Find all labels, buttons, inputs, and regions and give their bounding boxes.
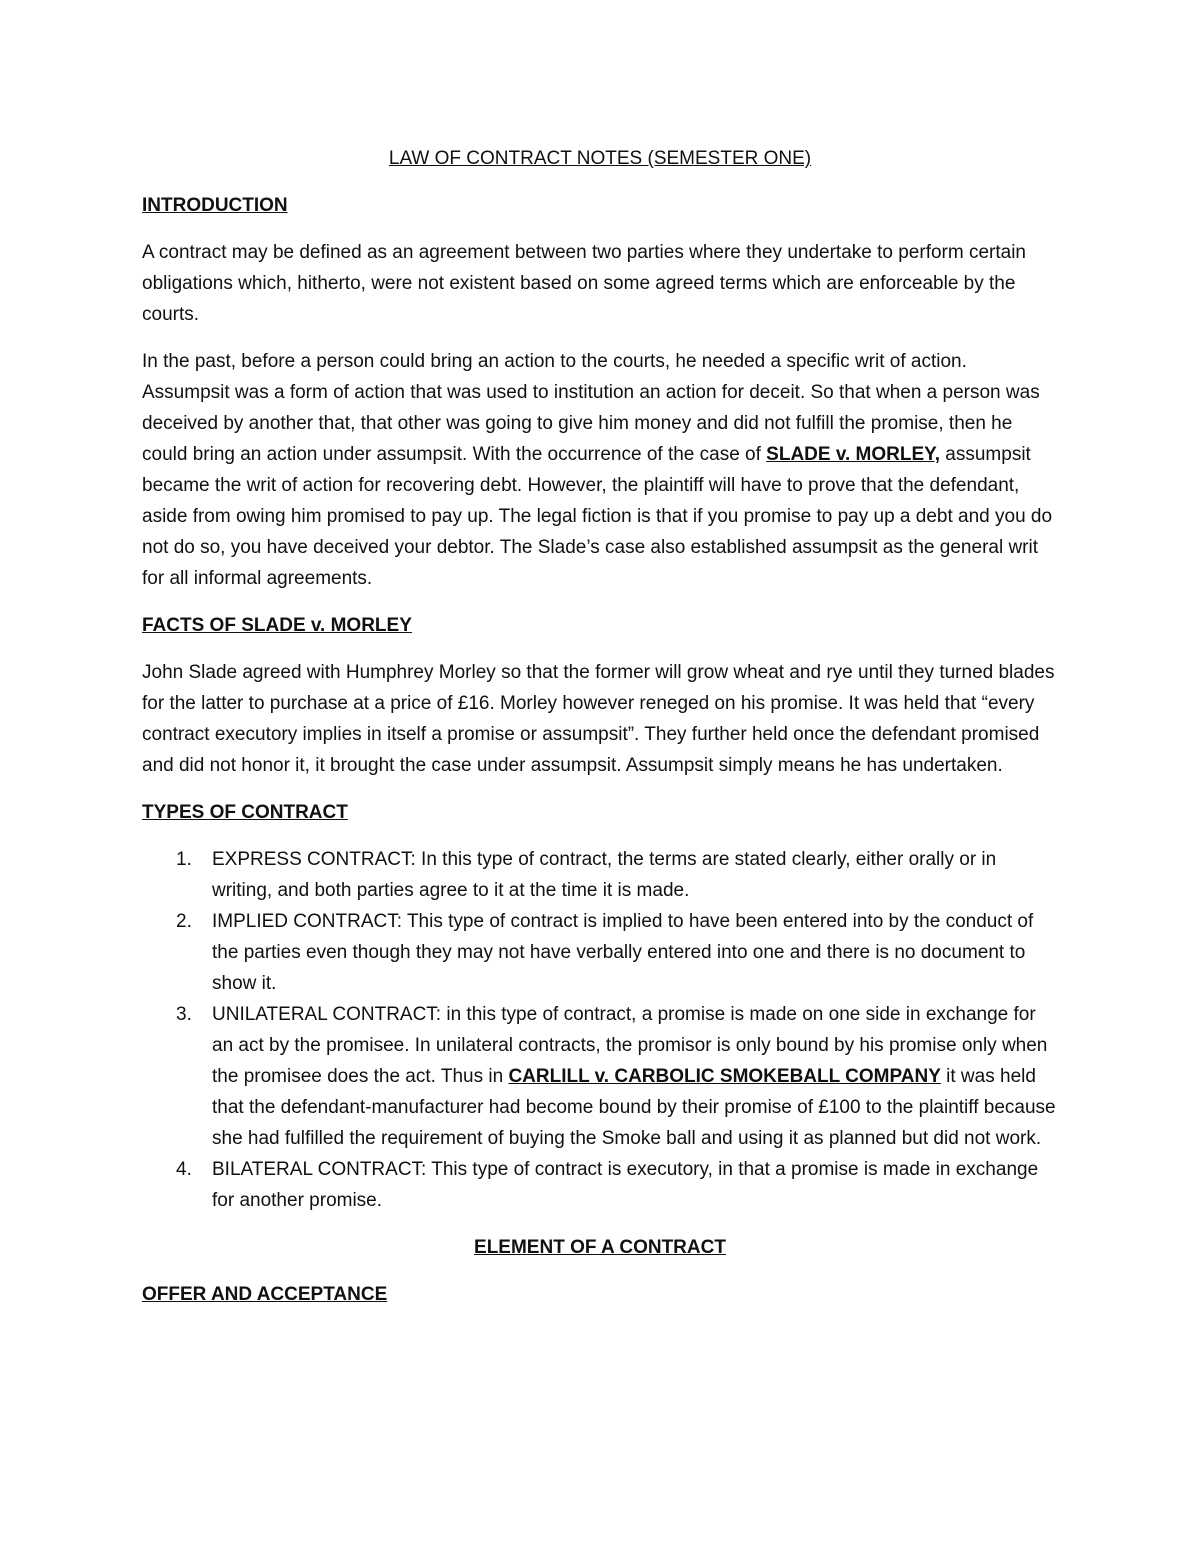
history-text-part1: In the past, before a person could bring an action to the courts, he needed a specific writ of action. Assumpsit was a form of action that was used to institution an action for deceit. So that when a person was deceived by another that, that other was going to give him money and did not fulfill the promise, then he could bring an action under assumpsit. With the occurrence of the case of <box>142 351 1040 465</box>
list-item-text-part1: UNILATERAL CONTRACT: in this type of contract, a promise is made on one side in exchange for an act by the promisee. In unilateral contracts, the promisor is only bound by his promise only when the promisee does the act. Thus in <box>212 1004 1048 1087</box>
list-item-text: EXPRESS CONTRACT: In this type of contract, the terms are stated clearly, either orally or in writing, and both parties agree to it at the time it is made. <box>212 849 997 901</box>
case-name-slade-v-morley: SLADE v. MORLEY, <box>766 444 941 465</box>
section-heading-types: TYPES OF CONTRACT <box>142 802 348 823</box>
case-name-carlill-v-carbolic: CARLILL v. CARBOLIC SMOKEBALL COMPANY <box>508 1066 941 1087</box>
list-number: 2. <box>176 911 192 932</box>
list-item-text: IMPLIED CONTRACT: This type of contract is implied to have been entered into by the conduct of the parties even though they may not have verbally entered into one and there is no document to show it. <box>212 911 1034 994</box>
section-heading-offer: OFFER AND ACCEPTANCE <box>142 1284 388 1305</box>
history-text-part2: assumpsit became the writ of action for recovering debt. However, the plaintiff will have to prove that the defendant, aside from owing him promised to pay up. The legal fiction is that if you promise to pay up a debt and you do not do so, you have deceived your debtor. The Slade’s case also established assumpsit as the general writ for all informal agreements. <box>142 444 1053 589</box>
facts-paragraph: John Slade agreed with Humphrey Morley so that the former will grow wheat and rye until they turned blades for the latter to purchase at a price of £16. Morley however reneged on his promise. It was held that “every contract executory implies in itself a promise or assumpsit”. They further held once the defendant promised and did not honor it, it brought the case under assumpsit. Assumpsit simply means he has undertaken. <box>142 662 1055 776</box>
intro-paragraph: A contract may be defined as an agreement between two parties where they undertake to perform certain obligations which, hitherto, were not existent based on some agreed terms which are enforceable by the courts. <box>142 242 1027 325</box>
list-item <box>176 999 1058 1154</box>
list-number: 3. <box>176 1004 192 1025</box>
history-paragraph <box>142 346 1058 594</box>
list-number: 4. <box>176 1159 192 1180</box>
types-list <box>142 844 1058 1216</box>
list-number: 1. <box>176 849 192 870</box>
document-title: LAW OF CONTRACT NOTES (SEMESTER ONE) <box>388 148 812 169</box>
document-page <box>142 143 1058 1326</box>
section-heading-facts: FACTS OF SLADE v. MORLEY <box>142 615 412 636</box>
list-item-text: BILATERAL CONTRACT: This type of contract is executory, in that a promise is made in exchange for another promise. <box>212 1159 1039 1211</box>
list-item <box>176 1154 1058 1216</box>
section-heading-element: ELEMENT OF A CONTRACT <box>474 1237 726 1258</box>
list-item <box>176 844 1058 906</box>
section-heading-introduction: INTRODUCTION <box>142 195 288 216</box>
list-item-text-part2: it was held that the defendant-manufacturer had become bound by their promise of £100 to the plaintiff because she had fulfilled the requirement of buying the Smoke ball and using it as planned but did not work. <box>212 1066 1056 1149</box>
list-item <box>176 906 1058 999</box>
